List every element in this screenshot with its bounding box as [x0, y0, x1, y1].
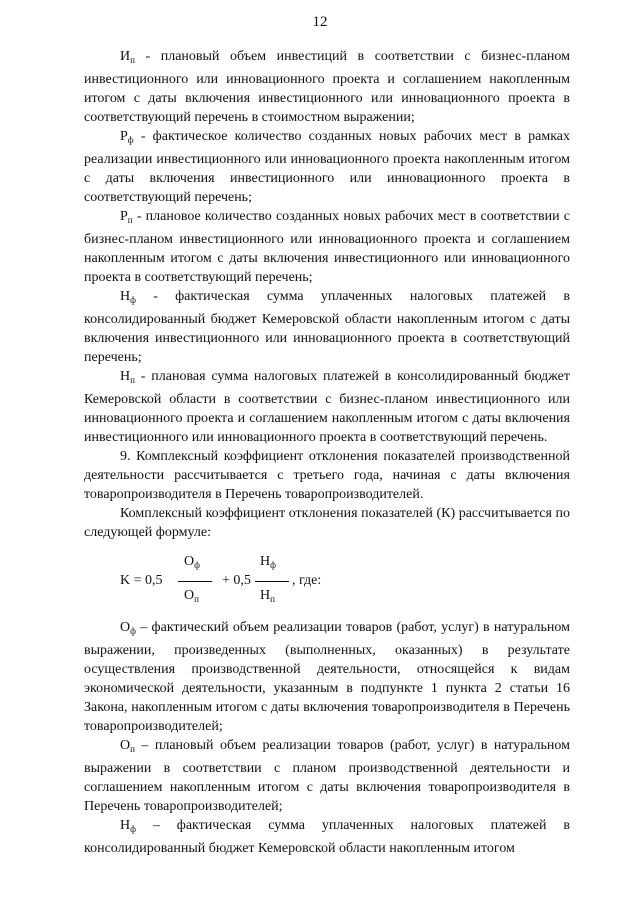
def-tax-plan: $Н_п$ - плановая сумма налоговых платежей в консолидированный бюджет Кемеровской области в соответствии с бизнес-планом инвестиционного или инновационного проекта и соглашением накопленным итогом с даты включения инвестиционного или инновационного проекта в соответствующий перечень.	[84, 369, 570, 445]
formula-num2: $Н_ф$	[260, 554, 276, 570]
def-output-actual: $О_ф$ – фактический объем реализации товаров (работ, услуг) в натуральном выражении, произведенных (выполненных, оказанных) в результате осуществления производственной деятельности, относящейся к видам экономической деятельности, указанным в подпункте 1 пункта 2 статьи 16 Закона, накопленным итогом с даты включения товаропроизводителя в Перечень товаропроизводителей;	[84, 620, 570, 734]
formula-lhs: K = 0,5	[120, 573, 163, 588]
def-jobs-actual: $Р_ф$ - фактическое количество созданных новых рабочих мест в рамках реализации инвестиционного или инновационного проекта накопленным итогом с даты включения инвестиционного или инновационного проекта в соответствующий перечень;	[84, 129, 570, 205]
formula-den2: $Н_п$	[260, 588, 275, 604]
page-number: 12	[312, 14, 328, 30]
formula	[84, 552, 570, 612]
formula-num1: $О_ф$	[184, 554, 200, 570]
def-tax-actual-2: $Н_ф$ – фактическая сумма уплаченных налоговых платежей в консолидированный бюджет Кемеровской области накопленным итогом	[84, 818, 570, 856]
def-investment-plan: $И_п$ - плановый объем инвестиций в соответствии с бизнес-планом инвестиционного или инновационного проекта и соглашением накопленным итогом с даты включения инвестиционного или инновационного проекта в соответствующий перечень в стоимостном выражении;	[84, 49, 570, 125]
item-9: 9. Комплексный коэффициент отклонения показателей производственной деятельности рассчитывается с третьего года, начиная с даты включения товаропроизводителя в Перечень товаропроизводителей.	[84, 449, 570, 502]
formula-plus: + 0,5	[222, 573, 251, 588]
def-tax-actual: $Н_ф$ - фактическая сумма уплаченных налоговых платежей в консолидированный бюджет Кемеровской области накопленным итогом с даты включения инвестиционного или инновационного проекта в соответствующий перечень;	[84, 289, 570, 365]
formula-tail: , где:	[292, 573, 322, 588]
formula-den1: $О_п$	[184, 588, 199, 604]
def-jobs-plan: $Р_п$ - плановое количество созданных новых рабочих мест в соответствии с бизнес-планом инвестиционного или инновационного проекта и соглашением накопленным итогом с даты включения инвестиционного или инновационного проекта в соответствующий перечень;	[84, 209, 570, 285]
fraction-line-1	[178, 581, 212, 582]
formula-intro: Комплексный коэффициент отклонения показателей (К) рассчитывается по следующей формуле:	[84, 506, 570, 540]
fraction-line-2	[255, 581, 289, 582]
def-output-plan: $О_п$ – плановый объем реализации товаров (работ, услуг) в натуральном выражении в соответствии с планом производственной деятельности и соглашением накопленным итогом с даты включения товаропроизводителя в Перечень товаропроизводителей;	[84, 738, 570, 814]
document-body	[84, 47, 570, 858]
